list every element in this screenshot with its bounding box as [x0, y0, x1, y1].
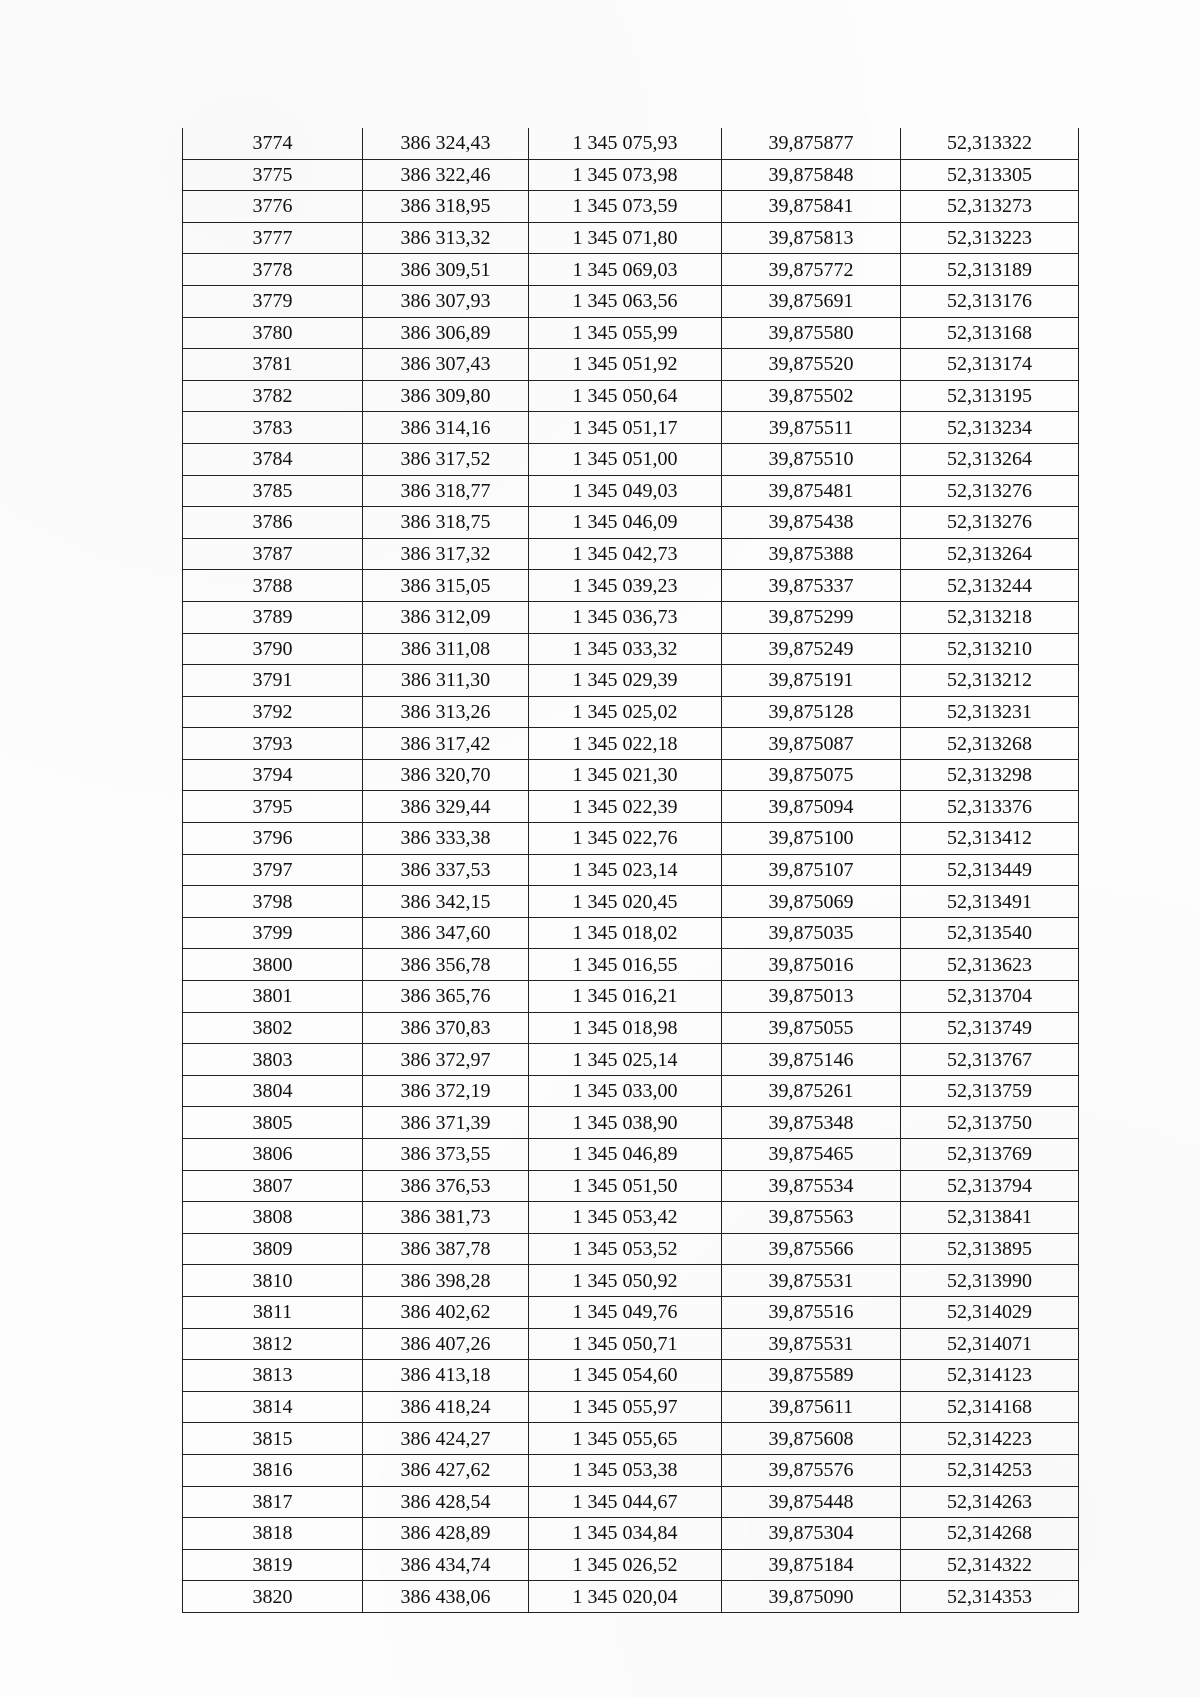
y-coordinate-cell: 1 345 029,39 [529, 665, 722, 697]
point-number-cell: 3806 [183, 1139, 363, 1171]
point-number-cell: 3775 [183, 159, 363, 191]
longitude-cell: 39,875611 [722, 1391, 901, 1423]
point-number-cell: 3818 [183, 1518, 363, 1550]
latitude-cell: 52,314353 [901, 1581, 1079, 1613]
y-coordinate-cell: 1 345 075,93 [529, 128, 722, 159]
latitude-cell: 52,313268 [901, 728, 1079, 760]
longitude-cell: 39,875090 [722, 1581, 901, 1613]
latitude-cell: 52,313750 [901, 1107, 1079, 1139]
x-coordinate-cell: 386 320,70 [363, 759, 529, 791]
longitude-cell: 39,875534 [722, 1170, 901, 1202]
table-row [183, 1139, 1079, 1171]
x-coordinate-cell: 386 317,52 [363, 443, 529, 475]
longitude-cell: 39,875087 [722, 728, 901, 760]
longitude-cell: 39,875580 [722, 317, 901, 349]
point-number-cell: 3814 [183, 1391, 363, 1423]
point-number-cell: 3819 [183, 1549, 363, 1581]
latitude-cell: 52,314223 [901, 1423, 1079, 1455]
latitude-cell: 52,314168 [901, 1391, 1079, 1423]
point-number-cell: 3805 [183, 1107, 363, 1139]
longitude-cell: 39,875075 [722, 759, 901, 791]
y-coordinate-cell: 1 345 034,84 [529, 1518, 722, 1550]
longitude-cell: 39,875520 [722, 349, 901, 381]
longitude-cell: 39,875348 [722, 1107, 901, 1139]
x-coordinate-cell: 386 312,09 [363, 601, 529, 633]
table-row [183, 1423, 1079, 1455]
x-coordinate-cell: 386 313,26 [363, 696, 529, 728]
y-coordinate-cell: 1 345 025,14 [529, 1044, 722, 1076]
point-number-cell: 3808 [183, 1202, 363, 1234]
y-coordinate-cell: 1 345 016,55 [529, 949, 722, 981]
latitude-cell: 52,313218 [901, 601, 1079, 633]
y-coordinate-cell: 1 345 042,73 [529, 538, 722, 570]
y-coordinate-cell: 1 345 073,59 [529, 191, 722, 223]
point-number-cell: 3777 [183, 222, 363, 254]
point-number-cell: 3804 [183, 1075, 363, 1107]
longitude-cell: 39,875576 [722, 1454, 901, 1486]
x-coordinate-cell: 386 318,77 [363, 475, 529, 507]
x-coordinate-cell: 386 324,43 [363, 128, 529, 159]
table-row [183, 1360, 1079, 1392]
longitude-cell: 39,875261 [722, 1075, 901, 1107]
x-coordinate-cell: 386 317,32 [363, 538, 529, 570]
point-number-cell: 3794 [183, 759, 363, 791]
table-row [183, 191, 1079, 223]
latitude-cell: 52,313210 [901, 633, 1079, 665]
x-coordinate-cell: 386 427,62 [363, 1454, 529, 1486]
point-number-cell: 3820 [183, 1581, 363, 1613]
longitude-cell: 39,875877 [722, 128, 901, 159]
point-number-cell: 3796 [183, 823, 363, 855]
point-number-cell: 3791 [183, 665, 363, 697]
y-coordinate-cell: 1 345 022,76 [529, 823, 722, 855]
x-coordinate-cell: 386 322,46 [363, 159, 529, 191]
table-row [183, 380, 1079, 412]
x-coordinate-cell: 386 407,26 [363, 1328, 529, 1360]
x-coordinate-cell: 386 402,62 [363, 1296, 529, 1328]
table-row [183, 1296, 1079, 1328]
table-row [183, 1549, 1079, 1581]
point-number-cell: 3810 [183, 1265, 363, 1297]
latitude-cell: 52,314263 [901, 1486, 1079, 1518]
point-number-cell: 3797 [183, 854, 363, 886]
x-coordinate-cell: 386 317,42 [363, 728, 529, 760]
table-row [183, 538, 1079, 570]
y-coordinate-cell: 1 345 055,99 [529, 317, 722, 349]
y-coordinate-cell: 1 345 018,98 [529, 1012, 722, 1044]
x-coordinate-cell: 386 413,18 [363, 1360, 529, 1392]
latitude-cell: 52,313376 [901, 791, 1079, 823]
latitude-cell: 52,313623 [901, 949, 1079, 981]
latitude-cell: 52,314029 [901, 1296, 1079, 1328]
x-coordinate-cell: 386 342,15 [363, 886, 529, 918]
point-number-cell: 3789 [183, 601, 363, 633]
point-number-cell: 3802 [183, 1012, 363, 1044]
latitude-cell: 52,314268 [901, 1518, 1079, 1550]
y-coordinate-cell: 1 345 053,52 [529, 1233, 722, 1265]
table-row [183, 1202, 1079, 1234]
x-coordinate-cell: 386 311,30 [363, 665, 529, 697]
longitude-cell: 39,875563 [722, 1202, 901, 1234]
point-number-cell: 3800 [183, 949, 363, 981]
y-coordinate-cell: 1 345 018,02 [529, 917, 722, 949]
x-coordinate-cell: 386 333,38 [363, 823, 529, 855]
point-number-cell: 3813 [183, 1360, 363, 1392]
latitude-cell: 52,313176 [901, 285, 1079, 317]
x-coordinate-cell: 386 311,08 [363, 633, 529, 665]
table-row [183, 570, 1079, 602]
table-row [183, 1012, 1079, 1044]
latitude-cell: 52,313841 [901, 1202, 1079, 1234]
table-row [183, 1107, 1079, 1139]
point-number-cell: 3785 [183, 475, 363, 507]
longitude-cell: 39,875511 [722, 412, 901, 444]
table-row [183, 1581, 1079, 1613]
x-coordinate-cell: 386 313,32 [363, 222, 529, 254]
table-row [183, 886, 1079, 918]
x-coordinate-cell: 386 438,06 [363, 1581, 529, 1613]
y-coordinate-cell: 1 345 051,50 [529, 1170, 722, 1202]
longitude-cell: 39,875502 [722, 380, 901, 412]
longitude-cell: 39,875128 [722, 696, 901, 728]
coordinates-table [182, 128, 1079, 1613]
table-row [183, 696, 1079, 728]
table-row [183, 159, 1079, 191]
longitude-cell: 39,875608 [722, 1423, 901, 1455]
y-coordinate-cell: 1 345 063,56 [529, 285, 722, 317]
table-row [183, 949, 1079, 981]
latitude-cell: 52,313305 [901, 159, 1079, 191]
point-number-cell: 3811 [183, 1296, 363, 1328]
table-row [183, 1044, 1079, 1076]
point-number-cell: 3798 [183, 886, 363, 918]
latitude-cell: 52,313244 [901, 570, 1079, 602]
x-coordinate-cell: 386 307,43 [363, 349, 529, 381]
y-coordinate-cell: 1 345 050,71 [529, 1328, 722, 1360]
table-row [183, 1391, 1079, 1423]
latitude-cell: 52,313298 [901, 759, 1079, 791]
point-number-cell: 3778 [183, 254, 363, 286]
x-coordinate-cell: 386 387,78 [363, 1233, 529, 1265]
latitude-cell: 52,313540 [901, 917, 1079, 949]
point-number-cell: 3807 [183, 1170, 363, 1202]
y-coordinate-cell: 1 345 046,09 [529, 507, 722, 539]
latitude-cell: 52,313189 [901, 254, 1079, 286]
point-number-cell: 3815 [183, 1423, 363, 1455]
y-coordinate-cell: 1 345 049,03 [529, 475, 722, 507]
latitude-cell: 52,313195 [901, 380, 1079, 412]
latitude-cell: 52,313895 [901, 1233, 1079, 1265]
y-coordinate-cell: 1 345 050,92 [529, 1265, 722, 1297]
y-coordinate-cell: 1 345 036,73 [529, 601, 722, 633]
table-row [183, 917, 1079, 949]
point-number-cell: 3774 [183, 128, 363, 159]
point-number-cell: 3817 [183, 1486, 363, 1518]
y-coordinate-cell: 1 345 051,17 [529, 412, 722, 444]
point-number-cell: 3803 [183, 1044, 363, 1076]
y-coordinate-cell: 1 345 054,60 [529, 1360, 722, 1392]
table-row [183, 854, 1079, 886]
x-coordinate-cell: 386 365,76 [363, 981, 529, 1013]
x-coordinate-cell: 386 356,78 [363, 949, 529, 981]
y-coordinate-cell: 1 345 022,18 [529, 728, 722, 760]
latitude-cell: 52,313168 [901, 317, 1079, 349]
longitude-cell: 39,875848 [722, 159, 901, 191]
y-coordinate-cell: 1 345 033,32 [529, 633, 722, 665]
latitude-cell: 52,313276 [901, 507, 1079, 539]
longitude-cell: 39,875100 [722, 823, 901, 855]
table-row [183, 128, 1079, 159]
table-row [183, 823, 1079, 855]
x-coordinate-cell: 386 418,24 [363, 1391, 529, 1423]
longitude-cell: 39,875388 [722, 538, 901, 570]
point-number-cell: 3781 [183, 349, 363, 381]
table-row [183, 1233, 1079, 1265]
table-row [183, 317, 1079, 349]
x-coordinate-cell: 386 306,89 [363, 317, 529, 349]
longitude-cell: 39,875035 [722, 917, 901, 949]
latitude-cell: 52,313704 [901, 981, 1079, 1013]
latitude-cell: 52,313264 [901, 443, 1079, 475]
y-coordinate-cell: 1 345 051,92 [529, 349, 722, 381]
table-row [183, 601, 1079, 633]
latitude-cell: 52,313231 [901, 696, 1079, 728]
table-row [183, 1454, 1079, 1486]
y-coordinate-cell: 1 345 069,03 [529, 254, 722, 286]
x-coordinate-cell: 386 372,97 [363, 1044, 529, 1076]
longitude-cell: 39,875589 [722, 1360, 901, 1392]
x-coordinate-cell: 386 309,51 [363, 254, 529, 286]
latitude-cell: 52,313449 [901, 854, 1079, 886]
y-coordinate-cell: 1 345 026,52 [529, 1549, 722, 1581]
table-row [183, 254, 1079, 286]
table-row [183, 791, 1079, 823]
longitude-cell: 39,875481 [722, 475, 901, 507]
table-row [183, 507, 1079, 539]
longitude-cell: 39,875448 [722, 1486, 901, 1518]
latitude-cell: 52,313990 [901, 1265, 1079, 1297]
point-number-cell: 3779 [183, 285, 363, 317]
x-coordinate-cell: 386 329,44 [363, 791, 529, 823]
x-coordinate-cell: 386 307,93 [363, 285, 529, 317]
point-number-cell: 3792 [183, 696, 363, 728]
longitude-cell: 39,875013 [722, 981, 901, 1013]
point-number-cell: 3809 [183, 1233, 363, 1265]
point-number-cell: 3787 [183, 538, 363, 570]
point-number-cell: 3812 [183, 1328, 363, 1360]
longitude-cell: 39,875249 [722, 633, 901, 665]
table-row [183, 349, 1079, 381]
x-coordinate-cell: 386 337,53 [363, 854, 529, 886]
longitude-cell: 39,875016 [722, 949, 901, 981]
point-number-cell: 3816 [183, 1454, 363, 1486]
table-row [183, 1265, 1079, 1297]
y-coordinate-cell: 1 345 016,21 [529, 981, 722, 1013]
point-number-cell: 3776 [183, 191, 363, 223]
latitude-cell: 52,313769 [901, 1139, 1079, 1171]
longitude-cell: 39,875531 [722, 1265, 901, 1297]
point-number-cell: 3786 [183, 507, 363, 539]
latitude-cell: 52,313749 [901, 1012, 1079, 1044]
longitude-cell: 39,875691 [722, 285, 901, 317]
x-coordinate-cell: 386 434,74 [363, 1549, 529, 1581]
table-row [183, 1328, 1079, 1360]
latitude-cell: 52,313234 [901, 412, 1079, 444]
table-row [183, 1486, 1079, 1518]
x-coordinate-cell: 386 424,27 [363, 1423, 529, 1455]
latitude-cell: 52,313264 [901, 538, 1079, 570]
longitude-cell: 39,875813 [722, 222, 901, 254]
point-number-cell: 3795 [183, 791, 363, 823]
table-row [183, 412, 1079, 444]
point-number-cell: 3782 [183, 380, 363, 412]
x-coordinate-cell: 386 347,60 [363, 917, 529, 949]
table-row [183, 443, 1079, 475]
longitude-cell: 39,875337 [722, 570, 901, 602]
x-coordinate-cell: 386 376,53 [363, 1170, 529, 1202]
point-number-cell: 3790 [183, 633, 363, 665]
point-number-cell: 3799 [183, 917, 363, 949]
latitude-cell: 52,313767 [901, 1044, 1079, 1076]
y-coordinate-cell: 1 345 071,80 [529, 222, 722, 254]
coordinates-table-body [183, 128, 1079, 1612]
latitude-cell: 52,313794 [901, 1170, 1079, 1202]
latitude-cell: 52,313174 [901, 349, 1079, 381]
table-row [183, 665, 1079, 697]
y-coordinate-cell: 1 345 020,04 [529, 1581, 722, 1613]
x-coordinate-cell: 386 309,80 [363, 380, 529, 412]
x-coordinate-cell: 386 315,05 [363, 570, 529, 602]
table-row [183, 981, 1079, 1013]
longitude-cell: 39,875438 [722, 507, 901, 539]
longitude-cell: 39,875184 [722, 1549, 901, 1581]
longitude-cell: 39,875299 [722, 601, 901, 633]
table-row [183, 222, 1079, 254]
longitude-cell: 39,875516 [722, 1296, 901, 1328]
longitude-cell: 39,875772 [722, 254, 901, 286]
latitude-cell: 52,314253 [901, 1454, 1079, 1486]
table-row [183, 1075, 1079, 1107]
longitude-cell: 39,875531 [722, 1328, 901, 1360]
table-row [183, 759, 1079, 791]
x-coordinate-cell: 386 318,95 [363, 191, 529, 223]
longitude-cell: 39,875191 [722, 665, 901, 697]
x-coordinate-cell: 386 314,16 [363, 412, 529, 444]
latitude-cell: 52,314123 [901, 1360, 1079, 1392]
y-coordinate-cell: 1 345 022,39 [529, 791, 722, 823]
y-coordinate-cell: 1 345 038,90 [529, 1107, 722, 1139]
x-coordinate-cell: 386 373,55 [363, 1139, 529, 1171]
point-number-cell: 3780 [183, 317, 363, 349]
y-coordinate-cell: 1 345 020,45 [529, 886, 722, 918]
x-coordinate-cell: 386 370,83 [363, 1012, 529, 1044]
x-coordinate-cell: 386 428,89 [363, 1518, 529, 1550]
y-coordinate-cell: 1 345 051,00 [529, 443, 722, 475]
latitude-cell: 52,313276 [901, 475, 1079, 507]
longitude-cell: 39,875566 [722, 1233, 901, 1265]
x-coordinate-cell: 386 372,19 [363, 1075, 529, 1107]
latitude-cell: 52,313223 [901, 222, 1079, 254]
point-number-cell: 3788 [183, 570, 363, 602]
longitude-cell: 39,875055 [722, 1012, 901, 1044]
latitude-cell: 52,313491 [901, 886, 1079, 918]
latitude-cell: 52,314071 [901, 1328, 1079, 1360]
point-number-cell: 3783 [183, 412, 363, 444]
latitude-cell: 52,314322 [901, 1549, 1079, 1581]
table-row [183, 475, 1079, 507]
y-coordinate-cell: 1 345 046,89 [529, 1139, 722, 1171]
y-coordinate-cell: 1 345 025,02 [529, 696, 722, 728]
x-coordinate-cell: 386 381,73 [363, 1202, 529, 1234]
x-coordinate-cell: 386 428,54 [363, 1486, 529, 1518]
x-coordinate-cell: 386 318,75 [363, 507, 529, 539]
latitude-cell: 52,313212 [901, 665, 1079, 697]
y-coordinate-cell: 1 345 044,67 [529, 1486, 722, 1518]
y-coordinate-cell: 1 345 053,42 [529, 1202, 722, 1234]
y-coordinate-cell: 1 345 049,76 [529, 1296, 722, 1328]
point-number-cell: 3801 [183, 981, 363, 1013]
table-row [183, 285, 1079, 317]
longitude-cell: 39,875841 [722, 191, 901, 223]
y-coordinate-cell: 1 345 050,64 [529, 380, 722, 412]
y-coordinate-cell: 1 345 055,65 [529, 1423, 722, 1455]
table-row [183, 728, 1079, 760]
y-coordinate-cell: 1 345 073,98 [529, 159, 722, 191]
y-coordinate-cell: 1 345 021,30 [529, 759, 722, 791]
longitude-cell: 39,875304 [722, 1518, 901, 1550]
y-coordinate-cell: 1 345 023,14 [529, 854, 722, 886]
longitude-cell: 39,875146 [722, 1044, 901, 1076]
latitude-cell: 52,313273 [901, 191, 1079, 223]
longitude-cell: 39,875069 [722, 886, 901, 918]
latitude-cell: 52,313322 [901, 128, 1079, 159]
y-coordinate-cell: 1 345 039,23 [529, 570, 722, 602]
y-coordinate-cell: 1 345 055,97 [529, 1391, 722, 1423]
y-coordinate-cell: 1 345 053,38 [529, 1454, 722, 1486]
latitude-cell: 52,313759 [901, 1075, 1079, 1107]
longitude-cell: 39,875510 [722, 443, 901, 475]
latitude-cell: 52,313412 [901, 823, 1079, 855]
longitude-cell: 39,875465 [722, 1139, 901, 1171]
table-row [183, 1518, 1079, 1550]
x-coordinate-cell: 386 371,39 [363, 1107, 529, 1139]
table-row [183, 1170, 1079, 1202]
table-row [183, 633, 1079, 665]
point-number-cell: 3793 [183, 728, 363, 760]
longitude-cell: 39,875094 [722, 791, 901, 823]
longitude-cell: 39,875107 [722, 854, 901, 886]
x-coordinate-cell: 386 398,28 [363, 1265, 529, 1297]
point-number-cell: 3784 [183, 443, 363, 475]
y-coordinate-cell: 1 345 033,00 [529, 1075, 722, 1107]
